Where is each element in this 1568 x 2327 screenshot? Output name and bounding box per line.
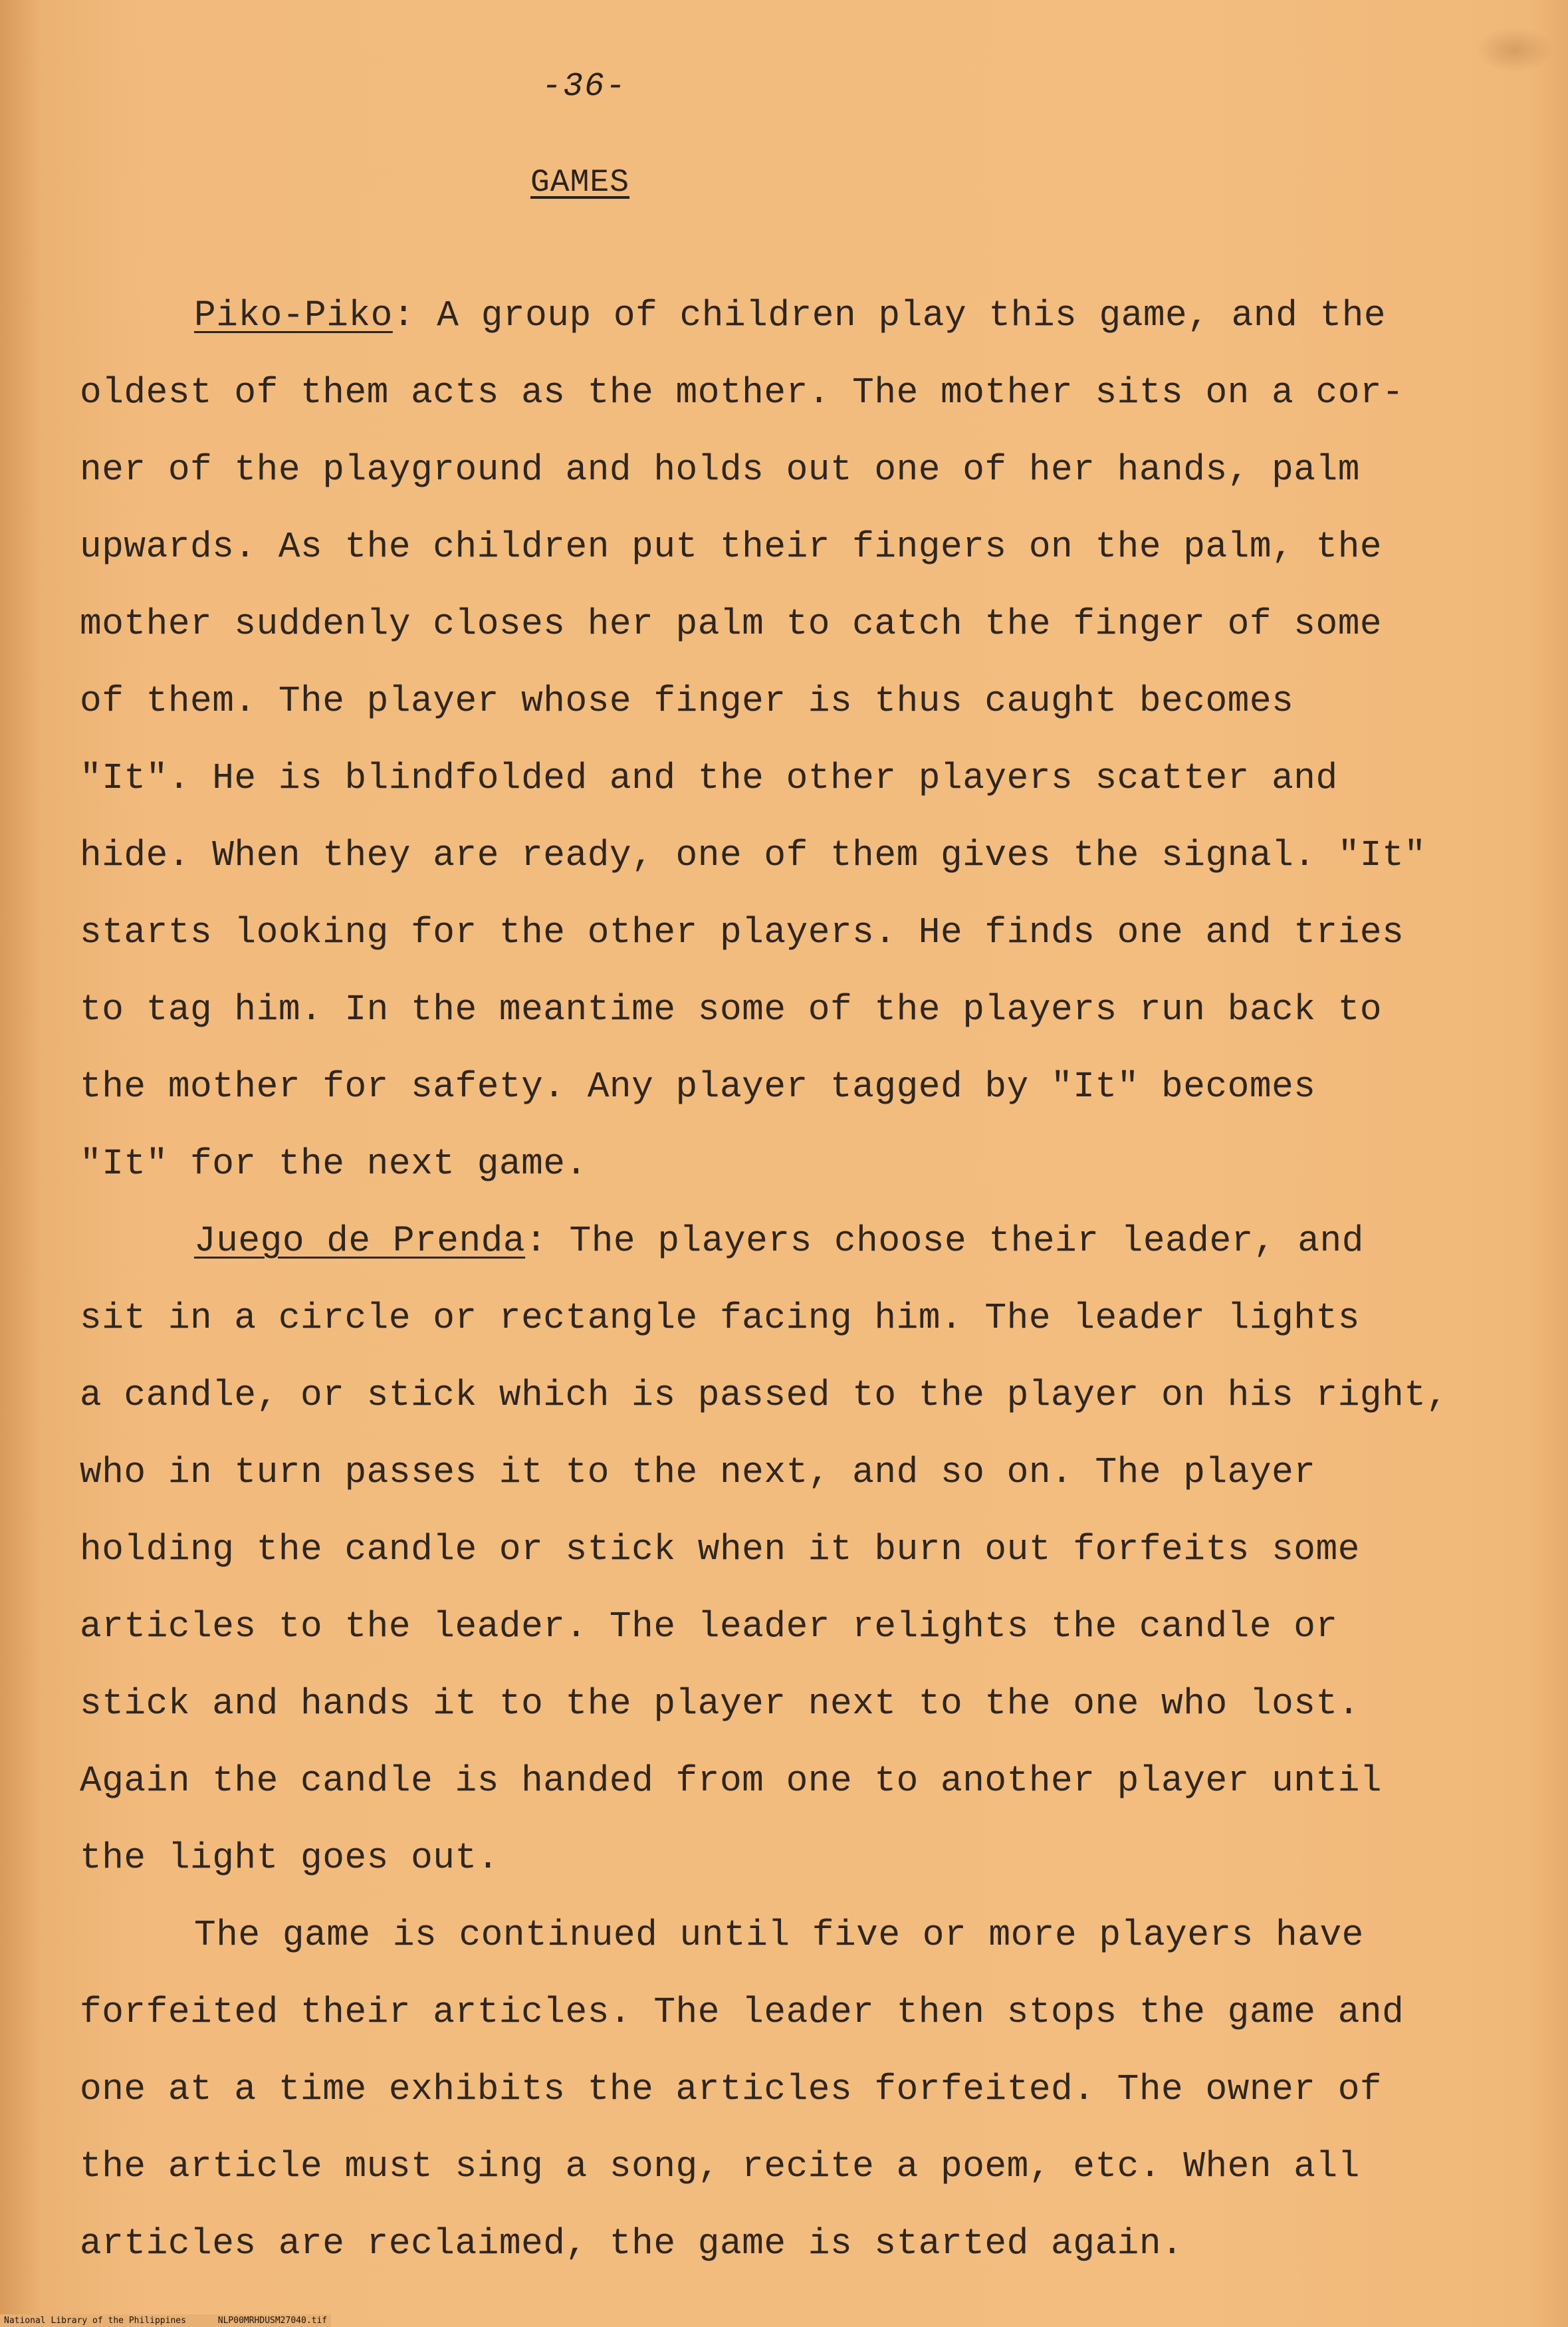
text-line: stick and hands it to the player next to the one who lost.: [80, 1684, 1360, 1725]
term-separator: :: [392, 296, 415, 336]
text-line: Juego de Prenda: The players choose their leader, and: [194, 1221, 1364, 1262]
text-line: "It" for the next game.: [80, 1144, 588, 1185]
text-line: Piko-Piko: A group of children play this game, and the: [194, 296, 1387, 336]
library-credit: National Library of the Philippines: [4, 2316, 186, 2326]
text-line: mother suddenly closes her palm to catch the finger of some: [80, 604, 1383, 645]
document-body: [80, 278, 1502, 2283]
text-line: ner of the playground and holds out one of her hands, palm: [80, 450, 1360, 491]
text-line: one at a time exhibits the articles forfeited. The owner of: [80, 2070, 1383, 2110]
text-line: upwards. As the children put their fingers on the palm, the: [80, 527, 1383, 568]
text-line: articles to the leader. The leader relights the candle or: [80, 1607, 1338, 1648]
game-term-piko: Piko-Piko: [194, 296, 393, 336]
text-line: "It". He is blindfolded and the other players scatter and: [80, 759, 1338, 799]
text-line: who in turn passes it to the next, and so on. The player: [80, 1453, 1316, 1493]
page-number: -36-: [542, 68, 627, 106]
text-line: hide. When they are ready, one of them gives the signal. "It": [80, 836, 1426, 876]
term-separator: :: [525, 1221, 548, 1262]
text-line: oldest of them acts as the mother. The mother sits on a cor-: [80, 373, 1404, 414]
text-line: The game is continued until five or more players have: [194, 1915, 1364, 1956]
text-line: holding the candle or stick when it burn out forfeits some: [80, 1530, 1360, 1570]
scan-footer: [0, 2314, 331, 2327]
scan-filename: NLP00MRHDUSM27040.tif: [217, 2316, 328, 2326]
text-line: Again the candle is handed from one to another player until: [80, 1761, 1383, 1802]
text-line: to tag him. In the meantime some of the players run back to: [80, 990, 1383, 1031]
text-line: the mother for safety. Any player tagged by "It" becomes: [80, 1067, 1316, 1108]
page-title: GAMES: [530, 165, 630, 201]
text-line: articles are reclaimed, the game is started again.: [80, 2224, 1184, 2265]
text-line: sit in a circle or rectangle facing him. The leader lights: [80, 1298, 1360, 1339]
text-line: of them. The player whose finger is thus caught becomes: [80, 681, 1294, 722]
text-line: starts looking for the other players. He finds one and tries: [80, 913, 1404, 953]
paper-stain: [1475, 27, 1555, 73]
text-line: the article must sing a song, recite a poem, etc. When all: [80, 2147, 1360, 2187]
text-line: a candle, or stick which is passed to the player on his right,: [80, 1376, 1448, 1416]
text-line: forfeited their articles. The leader then stops the game and: [80, 1993, 1404, 2033]
text-line: the light goes out.: [80, 1838, 499, 1879]
game-term-juego: Juego de Prenda: [194, 1221, 526, 1262]
